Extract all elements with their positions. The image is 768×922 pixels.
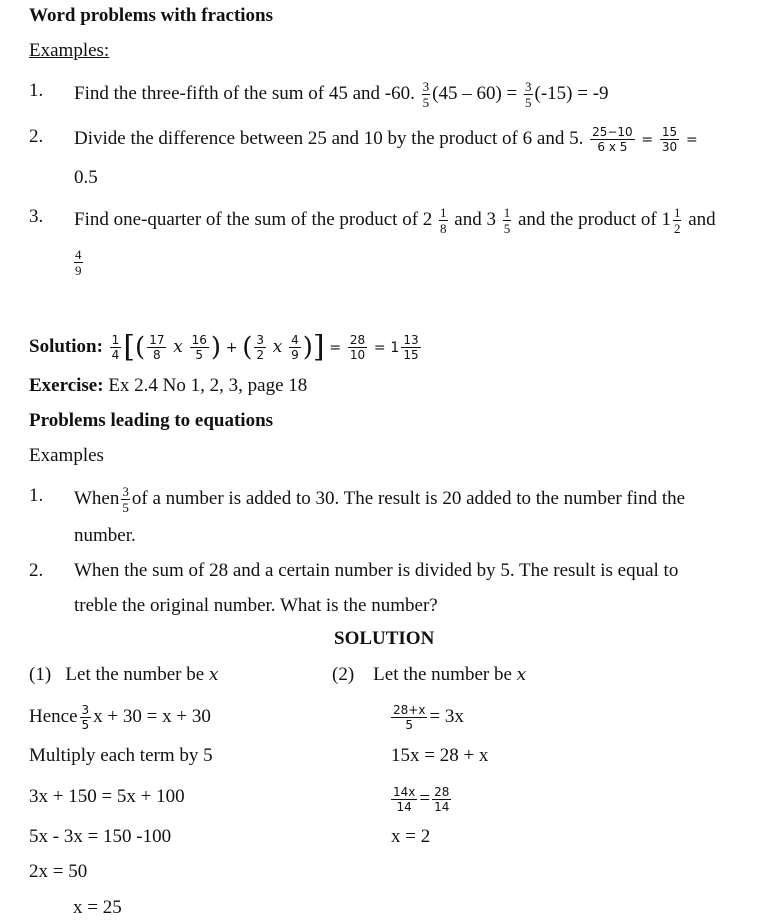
denominator: 5 bbox=[422, 95, 430, 110]
fraction bbox=[524, 80, 533, 109]
equation-step: 5x - 3x = 150 -100 bbox=[29, 826, 172, 847]
numerator: 3 bbox=[256, 333, 265, 347]
denominator: 5 bbox=[122, 500, 129, 515]
denominator: 2 bbox=[673, 221, 681, 236]
problem-statement bbox=[74, 80, 609, 109]
equals-sign: = bbox=[685, 131, 698, 148]
fraction bbox=[80, 704, 92, 731]
denominator: 15 bbox=[403, 348, 419, 362]
item-number: 1. bbox=[29, 80, 44, 101]
numerator: 4 bbox=[291, 333, 299, 347]
problem-text: Find one-quarter of the sum of the product of 2 bbox=[74, 208, 433, 230]
equals-sign: = bbox=[419, 787, 431, 809]
whole-part: 1 bbox=[390, 339, 400, 356]
open-bracket: [ bbox=[123, 329, 136, 365]
fraction bbox=[660, 126, 679, 153]
hence-text: Hence bbox=[29, 705, 78, 727]
open-paren: ( bbox=[242, 332, 253, 363]
let-text: Let the number be bbox=[65, 664, 205, 685]
problem-text: Divide the difference between 25 and 10 by the product of 6 and 5. bbox=[74, 127, 584, 149]
left-solution-equation bbox=[29, 704, 211, 731]
denominator: 2 bbox=[256, 348, 265, 362]
right-solution-fraction-step bbox=[389, 786, 453, 813]
equation-text: = 3x bbox=[429, 705, 464, 727]
examples-label: Examples: bbox=[29, 40, 110, 61]
denominator: 5 bbox=[405, 718, 414, 732]
problem-text: When the sum of 28 and a certain number is divided by 5. The result is equal to bbox=[74, 560, 679, 581]
item-number: 2. bbox=[29, 126, 44, 147]
solution-number: (1) bbox=[29, 664, 52, 685]
solution-number: (2) bbox=[332, 664, 355, 685]
fraction bbox=[289, 334, 301, 361]
numerator: 17 bbox=[149, 333, 165, 347]
denominator: 30 bbox=[661, 140, 678, 154]
problem-3-last-fraction bbox=[72, 248, 85, 277]
denominator: 5 bbox=[81, 718, 90, 732]
solution-heading: SOLUTION bbox=[334, 628, 435, 649]
denominator: 8 bbox=[153, 348, 161, 362]
solution-label: Solution: bbox=[29, 335, 103, 357]
denominator: 10 bbox=[349, 348, 366, 362]
plus-sign: + bbox=[225, 339, 238, 356]
final-answer: x = 2 bbox=[391, 826, 431, 847]
fraction bbox=[74, 248, 83, 277]
problem-text: and 3 bbox=[454, 208, 496, 230]
denominator: 5 bbox=[525, 95, 532, 110]
numerator: 15 bbox=[661, 125, 678, 139]
fraction bbox=[401, 334, 420, 361]
work-text: (45 – 60) = bbox=[432, 82, 518, 104]
times-sign: x bbox=[272, 336, 283, 357]
problem-2-result: 0.5 bbox=[74, 167, 98, 188]
fraction bbox=[673, 206, 682, 235]
item-number: 3. bbox=[29, 206, 44, 227]
equals-sign: = bbox=[641, 131, 654, 148]
problem-text: and bbox=[688, 208, 716, 230]
numerator: 1 bbox=[673, 205, 681, 220]
variable: x bbox=[516, 665, 527, 685]
denominator: 9 bbox=[75, 263, 82, 278]
equals-sign: = bbox=[329, 339, 342, 356]
numerator: 13 bbox=[403, 333, 419, 347]
section-heading: Problems leading to equations bbox=[29, 410, 274, 431]
problem-text: When bbox=[74, 487, 120, 509]
denominator: 14 bbox=[396, 800, 412, 814]
right-solution-intro bbox=[332, 664, 526, 686]
problem-text: and the product of 1 bbox=[517, 208, 671, 230]
denominator: 5 bbox=[503, 221, 511, 236]
fraction bbox=[348, 334, 367, 361]
item-number: 1. bbox=[29, 485, 44, 506]
item-number: 2. bbox=[29, 560, 44, 581]
numerator: 25−10 bbox=[592, 125, 633, 139]
numerator: 28 bbox=[434, 785, 450, 799]
numerator: 14x bbox=[393, 785, 416, 799]
fraction bbox=[391, 704, 427, 731]
fraction bbox=[110, 334, 122, 361]
close-bracket: ] bbox=[312, 329, 325, 365]
exercise-text: Ex 2.4 No 1, 2, 3, page 18 bbox=[108, 375, 308, 396]
numerator: 1 bbox=[111, 333, 120, 347]
numerator: 3 bbox=[81, 703, 90, 717]
numerator: 4 bbox=[75, 247, 82, 262]
numerator: 1 bbox=[440, 205, 447, 220]
problem-statement bbox=[74, 206, 716, 235]
numerator: 3 bbox=[122, 484, 129, 499]
final-answer: x = 25 bbox=[73, 897, 122, 918]
numerator: 3 bbox=[422, 79, 430, 94]
fraction bbox=[254, 334, 266, 361]
times-sign: x bbox=[173, 336, 183, 357]
variable: x bbox=[208, 665, 219, 685]
denominator: 5 bbox=[195, 348, 204, 362]
fraction bbox=[121, 485, 130, 514]
fraction bbox=[432, 786, 451, 813]
close-paren: ) bbox=[302, 332, 313, 363]
fraction bbox=[422, 80, 431, 109]
fraction bbox=[439, 206, 448, 235]
equation-step: 2x = 50 bbox=[29, 861, 88, 882]
numerator: 3 bbox=[525, 79, 532, 94]
numerator: 1 bbox=[503, 205, 511, 220]
equation-step: 3x + 150 = 5x + 100 bbox=[29, 786, 185, 807]
equation-text: x + 30 = x + 30 bbox=[93, 705, 211, 727]
open-paren: ( bbox=[135, 332, 146, 363]
solution-line bbox=[29, 329, 423, 365]
denominator: 8 bbox=[440, 221, 447, 236]
fraction bbox=[391, 786, 417, 813]
fraction bbox=[590, 126, 635, 153]
left-solution-intro bbox=[29, 664, 219, 686]
examples-label-2: Examples bbox=[29, 445, 104, 466]
equation-step: 15x = 28 + x bbox=[391, 745, 489, 766]
right-solution-equation bbox=[389, 704, 464, 731]
fraction bbox=[503, 206, 512, 235]
problem-text: of a number is added to 30. The result is 20 added to the number find the bbox=[131, 487, 686, 509]
denominator: 9 bbox=[291, 348, 299, 362]
numerator: 28 bbox=[349, 333, 366, 347]
problem-statement bbox=[74, 485, 685, 514]
exercise-line bbox=[29, 375, 307, 397]
fraction bbox=[190, 334, 209, 361]
page-title: Word problems with fractions bbox=[29, 5, 274, 26]
problem-text: Find the three-fifth of the sum of 45 and -60. bbox=[74, 82, 415, 104]
exercise-label: Exercise: bbox=[29, 375, 104, 396]
multiply-step: Multiply each term by 5 bbox=[29, 745, 213, 766]
problem-statement bbox=[74, 126, 698, 153]
let-text: Let the number be bbox=[373, 664, 512, 685]
numerator: 16 bbox=[191, 333, 207, 347]
equals-sign: = bbox=[373, 339, 386, 356]
problem-continuation: treble the original number. What is the number? bbox=[74, 595, 438, 616]
fraction bbox=[147, 334, 166, 361]
problem-continuation: number. bbox=[74, 525, 136, 546]
work-result: (-15) = -9 bbox=[534, 82, 609, 104]
numerator: 28+x bbox=[393, 703, 426, 717]
denominator: 4 bbox=[111, 348, 120, 362]
denominator: 14 bbox=[434, 800, 450, 814]
close-paren: ) bbox=[210, 332, 221, 363]
denominator: 6 x 5 bbox=[597, 140, 628, 154]
